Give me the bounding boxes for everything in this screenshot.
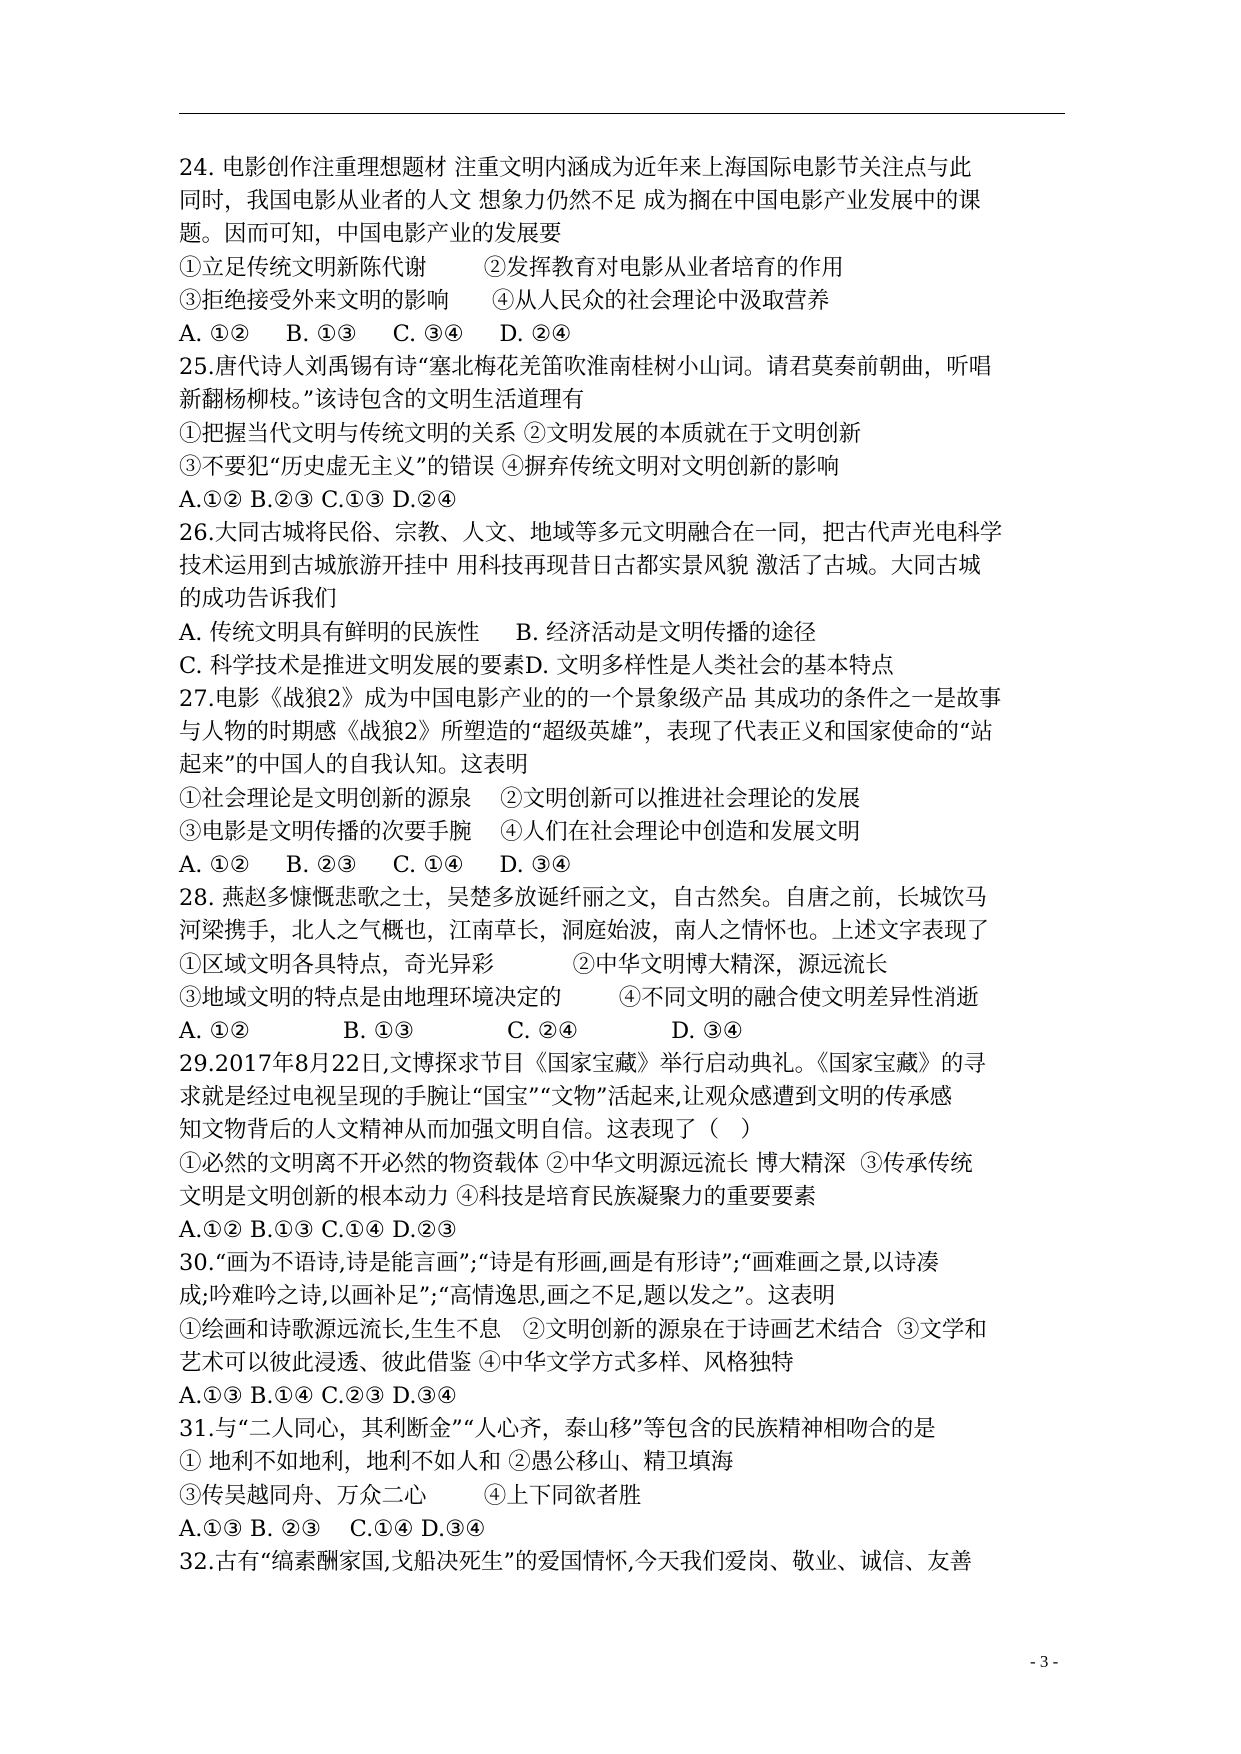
text-line: 新翻杨柳枝。”该诗包含的文明生活道理有 <box>179 387 585 414</box>
text-line: 26.大同古城将民俗、宗教、人文、地域等多元文明融合在一同，把古代声光电科学 <box>179 520 1003 547</box>
text-line: ①绘画和诗歌源远流长,生生不息 ②文明创新的源泉在于诗画艺术结合 ③文学和 <box>179 1316 987 1343</box>
text-line: 与人物的时期感《战狼2》所塑造的“超级英雄”，表现了代表正义和国家使命的“站 <box>179 719 993 746</box>
text-line: A.①③ B. ②③ C.①④ D.③④ <box>179 1515 486 1542</box>
text-line: 32.古有“缟素酬家国,戈船决死生”的爱国情怀,今天我们爱岗、敬业、诚信、友善 <box>179 1548 973 1575</box>
text-line: 艺术可以彼此浸透、彼此借鉴 ④中华文学方式多样、风格独特 <box>179 1349 794 1376</box>
text-line: 起来”的中国人的自我认知。这表明 <box>179 752 529 779</box>
text-line: A.①③ B.①④ C.②③ D.③④ <box>179 1382 457 1409</box>
text-line: 27.电影《战狼2》成为中国电影产业的的一个景象级产品 其成功的条件之一是故事 <box>179 686 1002 712</box>
text-line: 的成功告诉我们 <box>179 586 337 613</box>
text-line: 技术运用到古城旅游开挂中 用科技再现昔日古都实景风貌 激活了古城。大同古城 <box>179 553 981 580</box>
text-line: 30.“画为不语诗,诗是能言画”;“诗是有形画,画是有形诗”;“画难画之景,以诗凑 <box>179 1250 939 1277</box>
text-line: 24. 电影创作注重理想题材 注重文明内涵成为近年来上海国际电影节关注点与此 <box>179 155 972 181</box>
text-line: 题。因而可知，中国电影产业的发展要 <box>179 221 562 248</box>
text-line: ①把握当代文明与传统文明的关系 ②文明发展的本质就在于文明创新 <box>179 420 862 447</box>
text-line: ①社会理论是文明创新的源泉 ②文明创新可以推进社会理论的发展 <box>179 785 861 812</box>
text-line: ①区域文明各具特点，奇光异彩 ②中华文明博大精深，源远流长 <box>179 951 888 978</box>
text-line: 28. 燕赵多慷慨悲歌之士，吴楚多放诞纤丽之文，自古然矣。自唐之前，长城饮马 <box>179 885 987 912</box>
text-line: 同时，我国电影从业者的人文 想象力仍然不足 成为搁在中国电影产业发展中的课 <box>179 188 981 215</box>
text-line: ①立足传统文明新陈代谢 ②发挥教育对电影从业者培育的作用 <box>179 254 844 281</box>
document-body <box>179 152 1079 1579</box>
text-line: 29.2017年8月22日,文博探求节目《国家宝藏》举行启动典礼。《国家宝藏》的寻 <box>179 1051 986 1078</box>
text-line: A.①② B.①③ C.①④ D.②③ <box>179 1217 457 1243</box>
text-line: A. ①② B. ②③ C. ①④ D. ③④ <box>179 851 572 878</box>
text-line: 河梁携手，北人之气概也，江南草长，洞庭始波，南人之情怀也。上述文字表现了 <box>179 918 990 945</box>
text-line: 31.与“二人同心，其利断金”“人心齐，泰山移”等包含的民族精神相吻合的是 <box>179 1416 936 1443</box>
text-line: A. 传统文明具有鲜明的民族性 B. 经济活动是文明传播的途径 <box>179 619 817 646</box>
text-line: ③拒绝接受外来文明的影响 ④从人民众的社会理论中汲取营养 <box>179 287 830 314</box>
header-rule <box>179 113 1065 114</box>
text-line: 成;吟难吟之诗,以画补足”;“高情逸思,画之不足,题以发之”。这表明 <box>179 1283 836 1310</box>
text-line: A. ①② B. ①③ C. ②④ D. ③④ <box>179 1017 743 1044</box>
text-line: ③电影是文明传播的次要手腕 ④人们在社会理论中创造和发展文明 <box>179 818 861 845</box>
text-line: 文明是文明创新的根本动力 ④科技是培育民族凝聚力的重要要素 <box>179 1183 817 1210</box>
text-line: ③地域文明的特点是由地理环境决定的 ④不同文明的融合使文明差异性消逝 <box>179 984 979 1011</box>
text-line: A. ①② B. ①③ C. ③④ D. ②④ <box>179 320 572 347</box>
text-line: ③传吴越同舟、万众二心 ④上下同欲者胜 <box>179 1482 642 1509</box>
text-line: 25.唐代诗人刘禹锡有诗“塞北梅花羌笛吹淮南桂树小山词。请君莫奏前朝曲，听唱 <box>179 354 992 381</box>
text-line: ① 地利不如地利，地利不如人和 ②愚公移山、精卫填海 <box>179 1449 734 1476</box>
text-line: 求就是经过电视呈现的手腕让“国宝”“文物”活起来,让观众感遭到文明的传承感 <box>179 1084 953 1111</box>
text-line: C. 科学技术是推进文明发展的要素D. 文明多样性是人类社会的基本特点 <box>179 652 894 679</box>
text-line: ③不要犯“历史虚无主义”的错误 ④摒弃传统文明对文明创新的影响 <box>179 453 840 480</box>
text-line: 知文物背后的人文精神从而加强文明自信。这表现了（ ） <box>179 1117 763 1144</box>
text-line: ①必然的文明离不开必然的物资载体 ②中华文明源远流长 博大精深 ③传承传统 <box>179 1150 973 1177</box>
page-number: - 3 - <box>1030 1652 1059 1671</box>
text-line: A.①② B.②③ C.①③ D.②④ <box>179 486 457 513</box>
